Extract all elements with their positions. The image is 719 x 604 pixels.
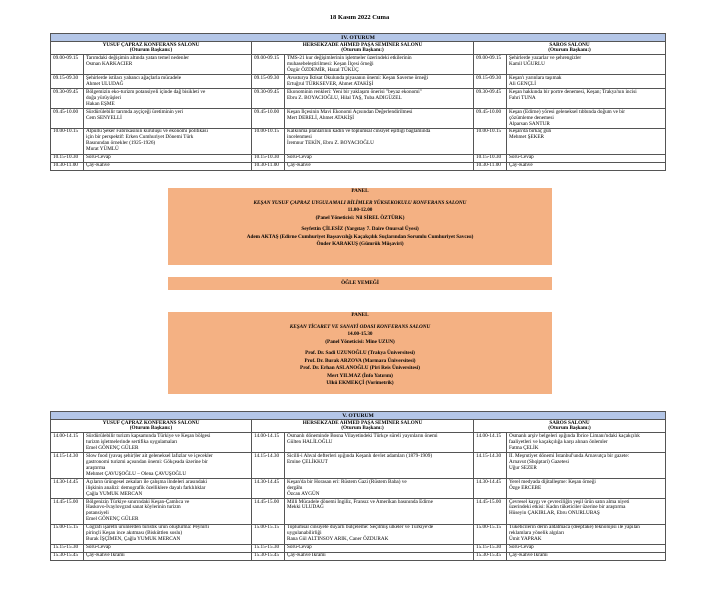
presenter-names: Mehmet ŞEKER [509,134,545,141]
presentation-text: muhasebeleştirilmesi: Keşan İlçesi örneği [287,60,374,67]
presenter-names: İremnur TEKİN, Ebru Z. BOYACIOĞLU [287,140,374,147]
presentation-cell [84,128,252,154]
panel-speaker: Prof. Dr. Burak ARZOVA (Marmara Üniversitesi) [304,357,416,364]
panel-hall: KEŞAN TİCARET VE SANAYİ ODASI KONFERANS SALONU [289,323,431,330]
presentation-text: Çay-Kahve [509,162,533,169]
panel-moderator: (Panel Yöneticisi: Mine UZUN) [325,338,395,345]
presenter-names: Gülten HALİLOĞLU [287,438,333,445]
presenter-names: Emel GÖNENÇ GÜLER [86,444,139,451]
presentation-text: Bölgemizin eko-turizm potansiyeli içinde dağ bisikleti ve [86,88,206,95]
presentation-text: Tarımdaki değişimin altında yatan temel nedenler [86,54,189,61]
presentation-cell [507,524,666,544]
presentation-cell [507,479,666,499]
time-slot: 15.30-15.45 [474,552,507,560]
presenter-names: Emine ÇELİKKUT [287,458,328,465]
time-slot: 14.45-15.00 [474,499,507,525]
presentation-text: uygulanabilirliği [287,530,322,537]
time-slot: 10.15-10.30 [51,154,84,162]
time-slot: 09.45-10.00 [474,109,507,129]
presentation-text: Şehirlerde yazarlar ve şehrengizler [509,54,582,61]
time-slot: 09.15-09.30 [252,75,285,89]
presentation-cell [285,524,474,544]
presentation-text: Arnavut (Shqiptari) Gazetesi [509,458,569,465]
presentation-cell [285,552,474,560]
schedule-row [51,89,666,109]
panel-heading: PANEL [351,188,369,194]
lunch-label: ÖĞLE YEMEĞİ [341,280,379,286]
presenter-names: Ümit YAPRAK [509,536,542,543]
panel-speaker: Adem AKTAŞ (Edirne Cumhuriyet Başsavcılığı Kaçakçılık Suçlarından Sorumlu Cumhuriyet Savcısı) [246,233,474,240]
presentation-text: Bölgenizin Türkiye sınırındaki Keşan-Çamlıca ve [86,498,190,505]
panel-hall: KEŞAN YUSUF ÇAPRAZ UYGULAMALI BİLİMLER YÜKSEKOKULU KONFERANS SALONU [253,199,467,206]
time-slot: 10.15-10.30 [474,154,507,162]
time-slot: 10.00-10.15 [474,128,507,154]
hall-header: SAROS SALONU (Oturum Başkanı:) [474,420,666,433]
presenter-names: Murat YÜMLÜ [86,146,119,153]
presentation-cell [84,544,252,552]
panel-time: 14.00-15.30 [347,331,373,338]
time-slot: 15.30-15.45 [252,552,285,560]
panel-speaker: Önder KARAKUŞ (Gümrük Müşaviri) [316,241,404,248]
presentation-text: Sicilli-i Ahval defterleri ışığında Keşanlı devlet adamları (1879-1909) [287,452,433,459]
schedule-row [51,75,666,89]
presentation-cell [285,128,474,154]
hall-header: YUSUF ÇAPRAZ KONFERANS SALONU (Oturum Başkanı:) [51,420,252,433]
presentation-cell [507,109,666,129]
presentation-cell [84,75,252,89]
time-slot: 14.30-14.45 [51,479,84,499]
hall-header: SAROS SALONU (Oturum Başkanı:) [474,42,666,55]
presenter-names: Ahmet ULUDAĞ [86,80,124,87]
time-slot: 09.45-10.00 [252,109,285,129]
presentation-text: Osmanlı döneminde Bosna Vilayetindeki Türkçe süreli yayınların önemi [287,432,438,439]
hall-header: HERSEKZADE AHMED PAŞA SEMİNER SALONU (Oturum Başkanı:) [252,42,474,55]
presenter-names: Ebru Z. BOYACIOĞLU, Hilal TAŞ, Tuba ADIGÜZEL [287,94,402,101]
presentation-text: Keşan İlçesinin Mavi Ekonomi Açısından Değerlendirilmesi [287,108,413,115]
presentation-text: için bir perspektif: Erken Cumhuriyet Dönemi Türk [86,134,194,141]
presentation-text: Açıların ürüngesel zekaları ile çalışma ilndeleri arasındaki [86,478,207,485]
time-slot: 15.00-15.15 [474,524,507,544]
schedule-row [51,499,666,525]
presenter-names: Hakan EŞME [86,100,115,107]
presenter-names: Özgür ÖZDEMİR, Hazal TÜKÜÇ [287,66,359,73]
hall-header: HERSEKZADE AHMED PAŞA SEMİNER SALONU (Oturum Başkanı:) [252,420,474,433]
time-slot: 14.45-15.00 [51,499,84,525]
presentation-text: araştırma [86,464,106,471]
presentation-text: TMS-21 kur değişimlerinin işletmeler üzerindeki etkilerinin [287,54,412,61]
time-slot: 14.15-14.30 [51,453,84,479]
presentation-text: gastronomi turizmi açısından önemi: Gökçeada üzerine bir [86,458,208,465]
presentation-cell [285,89,474,109]
presentation-cell [84,109,252,129]
panel-speaker: Seyfettin ÇİLESİZ (Yargıtay 7. Daire Onursal Üyesi) [301,226,419,233]
presentation-text: reklamlara yönelik algıları [509,530,565,537]
presentation-text: faaliyetleri ve kaçakçılığa karşı alınan önlemler [509,438,608,445]
schedule-row [51,109,666,129]
presentation-cell [507,544,666,552]
lunch-box [168,277,552,290]
presenter-names: Özcan AYGÜN [287,490,320,497]
session-title: V. OTURUM [51,412,666,420]
schedule-row [51,162,666,170]
presenter-names: Alparsan SANTUR [509,120,550,127]
presentation-text: Toplumsal cinsiyete duyarlı bütçeleme: Seçilmiş ülkeler ve Türkiye'de [287,524,434,531]
presentation-text: çözümleme denemesi [509,114,554,121]
presentation-text: Milli Mücadele dönemi İngiliz, Fransız ve Amerikan basınında Edirne [287,498,433,505]
presentation-cell [507,154,666,162]
schedule-row [51,128,666,154]
panel-box [168,188,552,265]
time-slot: 14.15-14.30 [252,453,285,479]
presentation-text: Çay-Kahve İkramı [287,552,326,559]
panel-box [168,312,552,394]
presentation-text: Ekonominin renkleri: Yeni bir yaklaşım önerisi "beyaz ekonomi" [287,88,422,95]
presenter-names: Fahri TUNA [509,94,536,101]
presentation-cell [285,433,474,453]
time-slot: 14.00-14.15 [252,433,285,453]
presenter-names: Rana Gül ALTINSOY ARIK, Caner ÖZDURAK [287,536,389,543]
page-date: 18 Kasım 2022 Cuma [329,14,390,21]
time-slot: 09.45-10.00 [51,109,84,129]
presenter-names: Cem SENYELLİ [86,114,122,121]
presentation-text: Alpullu Şeker Fabrikasının kuruluşu ve ekonomi politikası [86,128,208,135]
presentation-text: incelenmesi [287,134,312,141]
time-slot: 09.00-09.15 [252,55,285,75]
time-slot: 15.30-15.45 [51,552,84,560]
presentation-text: Çevresel kaygı ve çevreciliğin yeşil ürün satın alma niyeti [509,498,630,505]
presentation-text: Keşan'da birkaç gün [509,128,552,135]
presentation-cell [507,453,666,479]
presentation-text: Keşan hakkında bir portre denemesi, Keşan; Trakya'nın incisi [509,88,637,95]
schedule-row [51,154,666,162]
presentation-cell [507,128,666,154]
presentation-text: Osmanlı arşiv belgeleri ışığında İbrice Limanı'ndaki kaçakçılık [509,432,640,439]
presentation-text: Sürdürülebilir turizm kapsamında Türkiye ve Keşan bölgesi [86,432,211,439]
presentation-cell [84,552,252,560]
presentation-cell [84,453,252,479]
presentation-text: potansiyeli [86,510,109,517]
presentation-text: Tüketicilerin derin aldatmaca (deepfake) teknolojisi ile yapılan [509,524,640,531]
schedule-row [51,552,666,560]
presentation-text: doğa yürüyüşleri [86,94,122,101]
presentation-cell [285,162,474,170]
presentation-cell [285,154,474,162]
time-slot: 14.00-14.15 [51,433,84,453]
panel-speaker: Prof. Dr. Erhan ASLANOĞLU (Piri Reis Üniversitesi) [300,365,420,372]
session-5-table [50,411,666,561]
presenter-names: Kamil UĞURLU [509,60,545,67]
presentation-text: Keşan (Edirne) yöresi geleneksel tıbbında doğum ve bir [509,108,625,115]
presentation-text: turizm işletmelerinde sertifika uygulamaları [86,438,178,445]
presentation-text: Çay-Kahve [86,162,110,169]
session-body [51,433,666,560]
presenter-names: Uğur SEZER [509,464,537,471]
presentation-text: dergâhı [287,484,303,491]
presentation-text: üzerindeki etkisi: Kadın tüketiciler üzerine bir araştırma [509,504,626,511]
time-slot: 15.15-15.30 [474,544,507,552]
presenter-names: Özge ERCEBE [509,484,542,491]
session-title: IV. OTURUM [51,34,666,42]
presenter-names: Mekki ULUDAĞ [287,504,324,511]
time-slot: 14.30-14.45 [252,479,285,499]
presentation-cell [507,89,666,109]
presentation-text: Soru-Cevap [509,544,534,551]
presentation-text: Sürdürülebilir tarımda ayçiçeği üretiminin yeri [86,108,184,115]
panel-speaker: Prof. Dr. Sadi UZUNOĞLU (Trakya Üniversitesi) [305,350,415,357]
panel-speaker: Mert YILMAZ (İnfo Yatırım) [327,372,393,379]
presentation-cell [285,453,474,479]
presentation-cell [84,479,252,499]
presenter-names: Mehmet ÇAVUŞOĞLU – Olena ÇAVUŞOĞLU [86,470,187,477]
presentation-cell [285,109,474,129]
schedule-row [51,453,666,479]
presenter-names: Emel GÖNENÇ GÜLER [86,516,139,523]
presenter-names: Ali GENÇLİ [509,80,536,87]
time-slot: 14.15-14.30 [474,453,507,479]
presentation-text: Keşan'ı yarınlara taşımak [509,74,562,81]
panel-time: 11.00-12.00 [347,207,373,214]
time-slot: 09.00-09.15 [51,55,84,75]
presenter-names: Hüseyin ÇAKIRLAR, Ebru ONURLUBAŞ [509,510,600,517]
presentation-cell [84,499,252,525]
presentation-text: Çay-Kahve [287,162,311,169]
time-slot: 14.45-15.00 [252,499,285,525]
presenter-names: Fatma ÇELİK [509,444,539,451]
presentation-cell [507,552,666,560]
time-slot: 10.15-10.30 [252,154,285,162]
presentation-cell [285,75,474,89]
presentation-text: Coğrafi işaretli ürünlerden turistik ürün oluşturma: Peynirli [86,524,210,531]
time-slot: 10.30-11.00 [51,162,84,170]
presentation-text: Çay-Kahve İkramı [509,552,548,559]
presentation-text: Avusturya İktisat Okulunda piyasanın önemi: Keşan Saverne örneği [287,74,428,81]
presenter-names: Mert DERELİ, Ahmet ATAKİŞİ [287,114,355,121]
session-4-table [50,33,666,171]
presentation-cell [285,479,474,499]
presentation-cell [84,524,252,544]
hall-header: YUSUF ÇAPRAZ KONFERANS SALONU (Oturum Başkanı:) [51,42,252,55]
time-slot: 14.00-14.15 [474,433,507,453]
presentation-text: Kalkınma planlarının kadın ve toplumsal cinsiyet eşitliği bağlamında [287,128,431,135]
time-slot: 09.15-09.30 [474,75,507,89]
schedule-row [51,479,666,499]
presentation-cell [285,544,474,552]
time-slot: 14.30-14.45 [474,479,507,499]
time-slot: 09.30-09.45 [51,89,84,109]
panel-speaker: Ulkü EKMEKÇİ (Vorimetrik) [326,380,394,387]
panel-moderator: (Panel Yöneticisi: Nil SİREL ÖZTÜRK) [315,214,405,221]
presentation-text: pirinçli Keşan ince akıtması (Bisküttlen soslu) [86,530,183,537]
time-slot: 09.30-09.45 [474,89,507,109]
presentation-text: Keşan'da bir Horasan eri: Rüstem Gazi (Rüstem Baba) ve [287,478,407,485]
presentation-cell [84,55,252,75]
schedule-row [51,433,666,453]
presentation-cell [285,55,474,75]
presenter-names: Osman KARKACIER [86,60,133,67]
presenter-names: Ertuğrul TÜRKSEVER, Ahmet ATAKİŞİ [287,80,374,87]
presenter-names: Burak İŞÇİMEN, Çağla YUMUK MERCAN [86,536,181,543]
presentation-text: Soru-Cevap [287,544,312,551]
time-slot: 15.00-15.15 [51,524,84,544]
time-slot: 09.15-09.30 [51,75,84,89]
presentation-cell [84,433,252,453]
presentation-cell [507,162,666,170]
presentation-text: II. Meşrutiyet dönemi İstanbul'unda Arnavutça bir gazete: [509,452,630,459]
presentation-cell [84,154,252,162]
session-body [51,55,666,170]
presentation-text: Slow food (yavaş şehir)ler ait geleneksel lafızlar ve içecekler [86,452,213,459]
presentation-text: Yerel medyada dijitalleşme: Keşan örneği [509,478,596,485]
time-slot: 15.15-15.30 [51,544,84,552]
schedule-row [51,524,666,544]
presentation-text: Soru-Cevap [86,154,111,161]
presenter-names: Çağla YUMUK MERCAN [86,490,143,497]
time-slot: 10.00-10.15 [252,128,285,154]
presentation-cell [507,75,666,89]
presentation-text: Soru-Cevap [86,544,111,551]
time-slot: 10.30-11.00 [252,162,285,170]
time-slot: 10.30-11.00 [474,162,507,170]
presentation-text: Haskovo-İvaylovgrad sanat köylerinin turizm [86,504,181,511]
time-slot: 09.30-09.45 [252,89,285,109]
schedule-row [51,55,666,75]
schedule-row [51,544,666,552]
presentation-cell [507,55,666,75]
time-slot: 09.00-09.15 [474,55,507,75]
presentation-text: Çay-Kahve İkramı [86,552,125,559]
presentation-text: Soru-Cevap [287,154,312,161]
time-slot: 10.00-10.15 [51,128,84,154]
presentation-text: Soru-Cevap [509,154,534,161]
presentation-text: ilişkinin analizi: demografik özelliklere dayalı farklılıklar [86,484,206,491]
time-slot: 15.15-15.30 [252,544,285,552]
presentation-cell [285,499,474,525]
presentation-cell [84,162,252,170]
presentation-cell [507,499,666,525]
presentation-text: Basınından örnekler (1925-1926) [86,140,156,147]
presentation-cell [84,89,252,109]
panel-heading: PANEL [351,312,369,318]
presentation-text: Şehirlerde istilacı yabancı ağaçlarla mücadele [86,74,182,81]
presentation-cell [507,433,666,453]
time-slot: 15.00-15.15 [252,524,285,544]
